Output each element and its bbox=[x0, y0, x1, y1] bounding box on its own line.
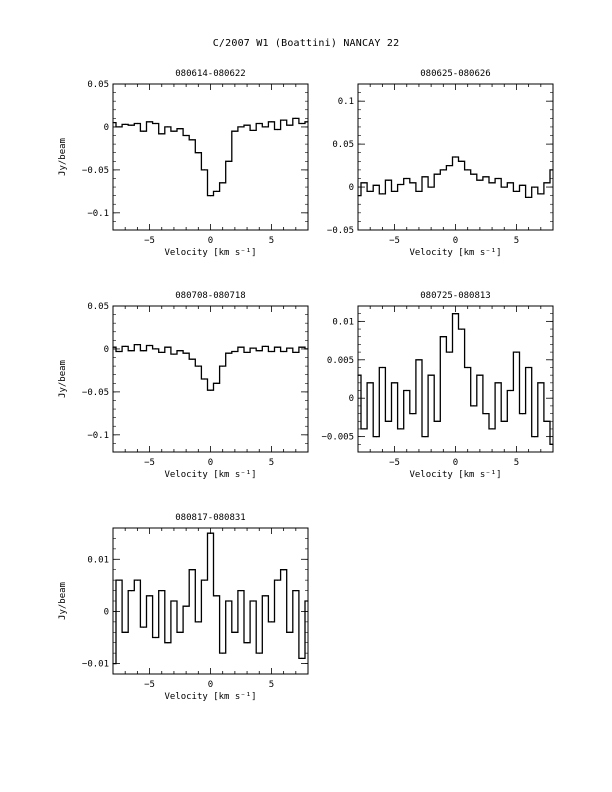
data-point bbox=[112, 122, 113, 123]
x-axis-label: Velocity [km s⁻¹] bbox=[164, 470, 257, 480]
data-point bbox=[131, 125, 132, 126]
data-point bbox=[179, 128, 180, 129]
data-point bbox=[461, 161, 462, 162]
data-point bbox=[186, 135, 187, 136]
data-point bbox=[552, 444, 553, 445]
data-point bbox=[406, 390, 407, 391]
panel-title: 080625-080626 bbox=[420, 69, 491, 79]
data-point bbox=[173, 600, 174, 601]
data-point bbox=[394, 382, 395, 383]
data-point bbox=[277, 129, 278, 130]
data-point bbox=[228, 353, 229, 354]
y-tick-label: 0.05 bbox=[87, 302, 109, 312]
data-point bbox=[198, 152, 199, 153]
data-point bbox=[222, 653, 223, 654]
x-tick-label: 0 bbox=[207, 236, 214, 246]
data-point bbox=[137, 123, 138, 124]
data-point bbox=[265, 126, 266, 127]
data-point bbox=[534, 436, 535, 437]
data-point bbox=[504, 421, 505, 422]
data-point bbox=[265, 346, 266, 347]
data-point bbox=[240, 590, 241, 591]
data-point bbox=[204, 378, 205, 379]
data-point bbox=[364, 428, 365, 429]
data-point bbox=[167, 347, 168, 348]
x-tick-label: 5 bbox=[268, 236, 275, 246]
data-point bbox=[149, 121, 150, 122]
data-point bbox=[283, 569, 284, 570]
data-point bbox=[528, 197, 529, 198]
data-point bbox=[437, 421, 438, 422]
data-point bbox=[449, 352, 450, 353]
data-point bbox=[431, 187, 432, 188]
y-tick-label: −0.01 bbox=[81, 659, 109, 670]
data-point bbox=[240, 347, 241, 348]
x-tick-label: −5 bbox=[144, 236, 155, 246]
data-point bbox=[546, 421, 547, 422]
data-point bbox=[271, 621, 272, 622]
y-tick-label: −0.005 bbox=[321, 432, 354, 443]
y-tick-label: 0.05 bbox=[87, 80, 109, 90]
data-point bbox=[301, 123, 302, 124]
plot-frame bbox=[113, 306, 308, 452]
data-point bbox=[234, 632, 235, 633]
data-point bbox=[161, 590, 162, 591]
data-point bbox=[253, 130, 254, 131]
data-point bbox=[412, 413, 413, 414]
data-point bbox=[143, 131, 144, 132]
data-point bbox=[186, 606, 187, 607]
y-tick-label: −0.05 bbox=[81, 387, 109, 398]
data-point bbox=[228, 600, 229, 601]
data-point bbox=[370, 382, 371, 383]
y-tick-label: 0 bbox=[348, 394, 354, 405]
data-point bbox=[112, 347, 113, 348]
data-point bbox=[443, 336, 444, 337]
data-point bbox=[210, 195, 211, 196]
data-point bbox=[516, 352, 517, 353]
plot-frame bbox=[113, 528, 308, 674]
data-point bbox=[498, 178, 499, 179]
data-point bbox=[473, 174, 474, 175]
x-tick-label: 0 bbox=[452, 458, 459, 468]
data-point bbox=[492, 182, 493, 183]
chart-panel-1 bbox=[58, 69, 309, 258]
data-point bbox=[277, 347, 278, 348]
data-point bbox=[149, 595, 150, 596]
data-point bbox=[295, 590, 296, 591]
data-point bbox=[473, 405, 474, 406]
data-point bbox=[522, 185, 523, 186]
data-point bbox=[289, 125, 290, 126]
data-point bbox=[522, 413, 523, 414]
data-point bbox=[301, 658, 302, 659]
data-point bbox=[412, 182, 413, 183]
data-point bbox=[540, 193, 541, 194]
x-tick-label: 0 bbox=[207, 680, 214, 690]
data-point bbox=[253, 348, 254, 349]
data-point bbox=[289, 348, 290, 349]
data-point bbox=[504, 187, 505, 188]
y-tick-label: −0.1 bbox=[87, 430, 109, 441]
data-point bbox=[443, 169, 444, 170]
y-tick-label: 0.01 bbox=[332, 317, 354, 328]
data-point bbox=[449, 165, 450, 166]
data-point bbox=[467, 169, 468, 170]
data-point bbox=[210, 533, 211, 534]
panel-title: 080708-080718 bbox=[175, 291, 246, 301]
data-point bbox=[283, 351, 284, 352]
data-series-line bbox=[113, 533, 308, 663]
data-point bbox=[173, 131, 174, 132]
data-point bbox=[210, 390, 211, 391]
data-point bbox=[479, 180, 480, 181]
x-axis-label: Velocity [km s⁻¹] bbox=[164, 248, 257, 258]
data-point bbox=[382, 367, 383, 368]
data-point bbox=[295, 352, 296, 353]
x-tick-label: 5 bbox=[268, 680, 275, 690]
data-point bbox=[253, 600, 254, 601]
data-point bbox=[216, 191, 217, 192]
y-tick-label: 0 bbox=[103, 344, 109, 355]
data-point bbox=[179, 350, 180, 351]
data-point bbox=[424, 176, 425, 177]
data-point bbox=[528, 367, 529, 368]
y-tick-label: 0.05 bbox=[332, 140, 354, 151]
data-point bbox=[357, 195, 358, 196]
data-point bbox=[192, 139, 193, 140]
data-point bbox=[234, 351, 235, 352]
data-point bbox=[192, 569, 193, 570]
data-point bbox=[400, 184, 401, 185]
data-point bbox=[143, 350, 144, 351]
data-point bbox=[259, 350, 260, 351]
x-axis-label: Velocity [km s⁻¹] bbox=[164, 692, 257, 702]
x-tick-label: −5 bbox=[389, 458, 400, 468]
chart-panel-4 bbox=[321, 291, 553, 480]
data-point bbox=[479, 375, 480, 376]
data-point bbox=[437, 174, 438, 175]
data-point bbox=[137, 580, 138, 581]
panel-title: 080614-080622 bbox=[175, 69, 246, 79]
data-point bbox=[228, 161, 229, 162]
chart-panel-2 bbox=[327, 69, 554, 258]
x-tick-label: 5 bbox=[513, 458, 520, 468]
data-point bbox=[265, 595, 266, 596]
data-point bbox=[400, 428, 401, 429]
data-point bbox=[370, 191, 371, 192]
data-point bbox=[485, 413, 486, 414]
plot-frame bbox=[358, 306, 553, 452]
data-point bbox=[143, 627, 144, 628]
data-point bbox=[376, 185, 377, 186]
data-point bbox=[198, 621, 199, 622]
data-point bbox=[431, 375, 432, 376]
data-point bbox=[119, 126, 120, 127]
data-point bbox=[198, 366, 199, 367]
data-point bbox=[277, 580, 278, 581]
data-point bbox=[271, 351, 272, 352]
x-axis-label: Velocity [km s⁻¹] bbox=[409, 470, 502, 480]
data-point bbox=[376, 436, 377, 437]
x-tick-label: 0 bbox=[452, 236, 459, 246]
panel-title: 080817-080831 bbox=[175, 513, 246, 523]
data-point bbox=[540, 382, 541, 383]
x-tick-label: −5 bbox=[144, 680, 155, 690]
data-point bbox=[307, 348, 308, 349]
data-point bbox=[179, 632, 180, 633]
data-series-line bbox=[113, 345, 308, 391]
y-tick-label: 0.01 bbox=[87, 555, 109, 566]
data-point bbox=[498, 382, 499, 383]
y-axis-label: Jy/beam bbox=[58, 138, 68, 176]
y-axis-label: Jy/beam bbox=[58, 582, 68, 620]
y-tick-label: −0.1 bbox=[87, 208, 109, 219]
data-point bbox=[247, 352, 248, 353]
data-point bbox=[247, 125, 248, 126]
data-point bbox=[357, 375, 358, 376]
x-axis-label: Velocity [km s⁻¹] bbox=[409, 248, 502, 258]
data-point bbox=[167, 126, 168, 127]
data-point bbox=[131, 350, 132, 351]
data-point bbox=[112, 663, 113, 664]
data-point bbox=[510, 390, 511, 391]
data-point bbox=[418, 359, 419, 360]
data-point bbox=[382, 193, 383, 194]
data-point bbox=[119, 580, 120, 581]
data-point bbox=[240, 126, 241, 127]
data-point bbox=[222, 366, 223, 367]
chart-panel-5 bbox=[58, 513, 309, 702]
data-point bbox=[301, 347, 302, 348]
y-tick-label: −0.05 bbox=[326, 226, 354, 236]
data-point bbox=[418, 191, 419, 192]
y-tick-label: 0 bbox=[103, 122, 109, 133]
data-point bbox=[155, 637, 156, 638]
data-series-line bbox=[358, 157, 553, 197]
data-point bbox=[155, 348, 156, 349]
data-point bbox=[388, 421, 389, 422]
data-point bbox=[516, 191, 517, 192]
data-point bbox=[161, 133, 162, 134]
x-tick-label: −5 bbox=[144, 458, 155, 468]
page-title: C/2007 W1 (Boattini) NANCAY 22 bbox=[212, 38, 400, 49]
data-point bbox=[534, 187, 535, 188]
data-point bbox=[461, 329, 462, 330]
data-point bbox=[485, 176, 486, 177]
data-point bbox=[125, 346, 126, 347]
data-point bbox=[295, 118, 296, 119]
data-point bbox=[492, 428, 493, 429]
data-point bbox=[394, 191, 395, 192]
data-point bbox=[455, 313, 456, 314]
data-point bbox=[552, 169, 553, 170]
data-point bbox=[131, 590, 132, 591]
data-point bbox=[234, 131, 235, 132]
y-tick-label: 0 bbox=[348, 183, 354, 194]
data-point bbox=[137, 344, 138, 345]
y-tick-label: −0.05 bbox=[81, 165, 109, 176]
data-point bbox=[510, 182, 511, 183]
data-point bbox=[167, 642, 168, 643]
data-point bbox=[307, 121, 308, 122]
data-point bbox=[125, 632, 126, 633]
data-series-line bbox=[358, 314, 553, 445]
y-tick-label: 0.005 bbox=[326, 355, 354, 366]
x-tick-label: 5 bbox=[513, 236, 520, 246]
data-point bbox=[388, 180, 389, 181]
data-point bbox=[173, 354, 174, 355]
data-point bbox=[247, 642, 248, 643]
data-point bbox=[259, 123, 260, 124]
y-tick-label: 0 bbox=[103, 607, 109, 618]
data-point bbox=[424, 436, 425, 437]
data-point bbox=[467, 367, 468, 368]
data-point bbox=[204, 169, 205, 170]
data-point bbox=[259, 653, 260, 654]
data-point bbox=[216, 595, 217, 596]
data-point bbox=[186, 353, 187, 354]
data-point bbox=[216, 383, 217, 384]
panel-title: 080725-080813 bbox=[420, 291, 491, 301]
data-point bbox=[289, 632, 290, 633]
data-series-line bbox=[113, 118, 308, 195]
data-point bbox=[161, 352, 162, 353]
data-point bbox=[364, 182, 365, 183]
data-point bbox=[125, 124, 126, 125]
y-axis-label: Jy/beam bbox=[58, 360, 68, 398]
plot-frame bbox=[113, 84, 308, 230]
data-point bbox=[307, 600, 308, 601]
data-point bbox=[222, 182, 223, 183]
data-point bbox=[455, 156, 456, 157]
data-point bbox=[283, 120, 284, 121]
data-point bbox=[149, 345, 150, 346]
x-tick-label: 0 bbox=[207, 458, 214, 468]
x-tick-label: 5 bbox=[268, 458, 275, 468]
chart-panel-3 bbox=[58, 291, 309, 480]
data-point bbox=[204, 580, 205, 581]
data-point bbox=[155, 123, 156, 124]
data-point bbox=[546, 182, 547, 183]
x-tick-label: −5 bbox=[389, 236, 400, 246]
data-point bbox=[192, 359, 193, 360]
data-point bbox=[271, 121, 272, 122]
data-point bbox=[406, 178, 407, 179]
y-tick-label: 0.1 bbox=[337, 97, 354, 108]
data-point bbox=[119, 351, 120, 352]
